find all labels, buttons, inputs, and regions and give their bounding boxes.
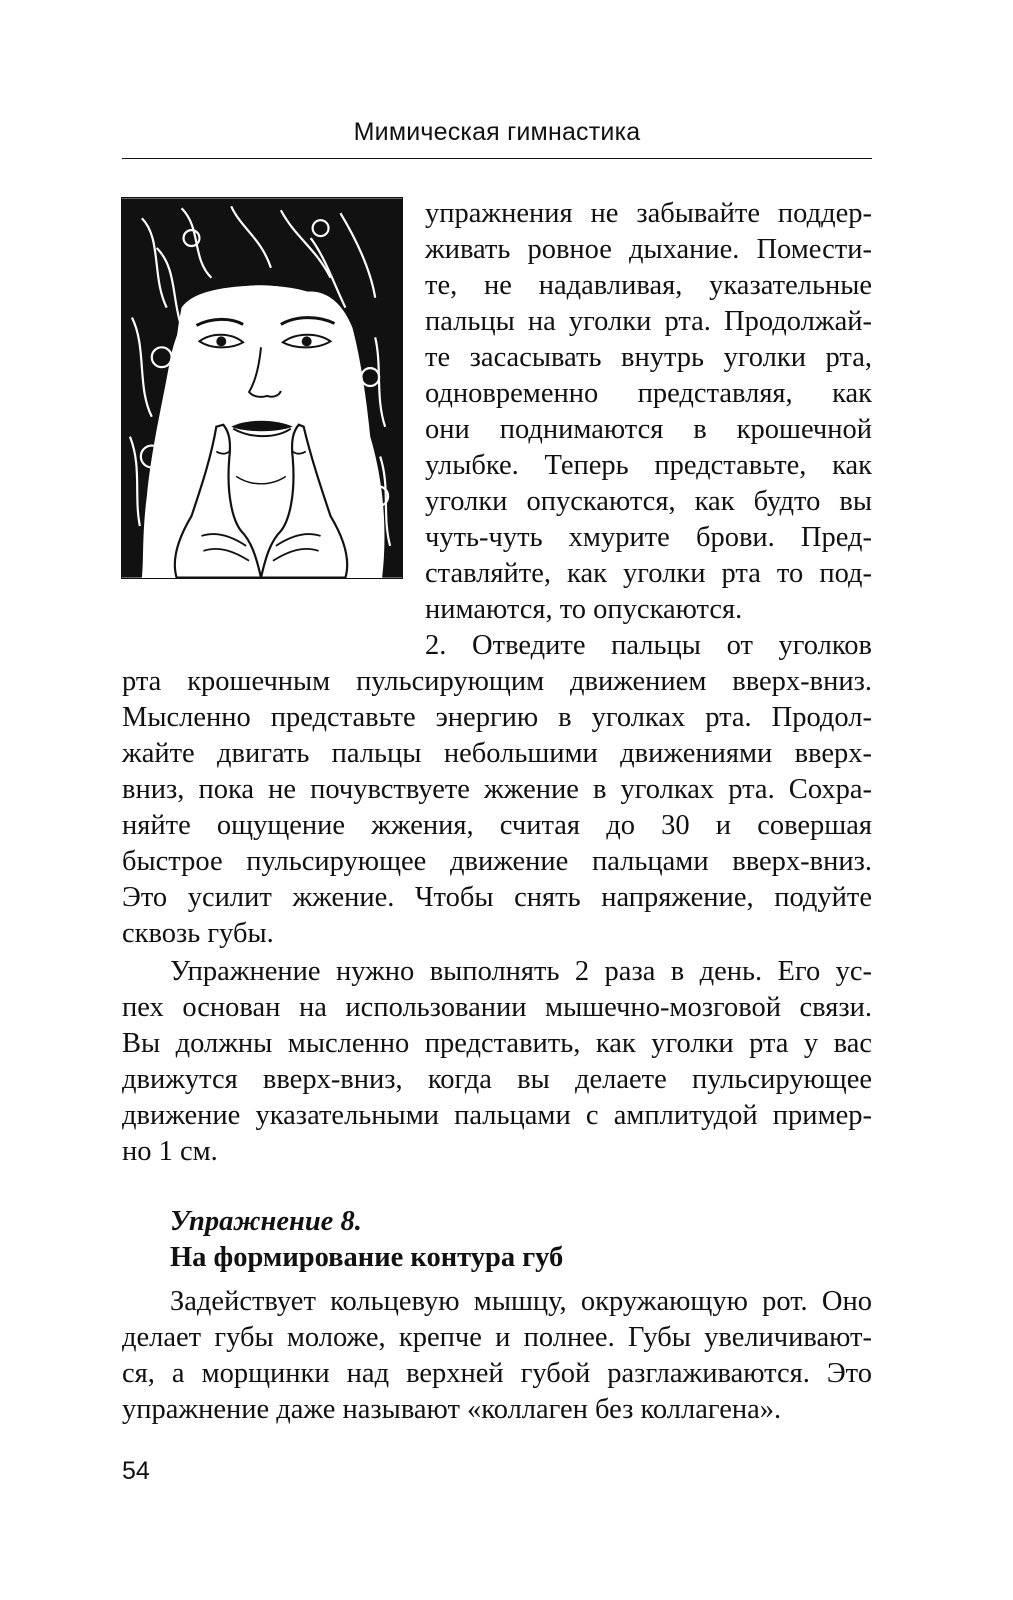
- exercise-title: Упражнение 8.: [170, 1206, 362, 1237]
- paragraph-line: быстрое пульсирующее движение пальцами вверх-вниз.: [122, 846, 872, 877]
- side-line: те засасывать внутрь уголки рта,: [425, 342, 872, 373]
- paragraph-line: Упражнение нужно выполнять 2 раза в день. Его ус-: [170, 956, 872, 987]
- point-2-first-line: 2. Отведите пальцы от уголков: [425, 630, 872, 661]
- face-with-fingers-illustration: [122, 198, 402, 578]
- running-head: Мимическая гимнастика: [353, 118, 641, 146]
- paragraph-line: пех основан на использовании мышечно-мозговой связи.: [122, 992, 872, 1023]
- paragraph-line: движутся вверх-вниз, когда вы делаете пульсирующее: [122, 1064, 872, 1095]
- paragraph-line: ся, а морщинки над верхней губой разглаживаются. Это: [122, 1358, 872, 1389]
- side-line: пальцы на уголки рта. Продолжай-: [425, 306, 872, 337]
- paragraph-line: Вы должны мысленно представить, как уголки рта у вас: [122, 1028, 872, 1059]
- paragraph-line: жайте двигать пальцы небольшими движениями вверх-: [122, 738, 872, 769]
- side-line: те, не надавливая, указательные: [425, 270, 872, 301]
- side-line: упражнения не забывайте поддер-: [425, 198, 872, 229]
- paragraph-line: вниз, пока не почувствуете жжение в уголках рта. Сохра-: [122, 774, 872, 805]
- side-line: живать ровное дыхание. Помести-: [425, 234, 872, 265]
- paragraph-line: Мысленно представьте энергию в уголках рта. Продол-: [122, 702, 872, 733]
- paragraph-line: Задействует кольцевую мышцу, окружающую рот. Оно: [170, 1286, 872, 1317]
- side-line: уголки опускаются, как будто вы: [425, 486, 872, 517]
- side-line: нимаются, то опускаются.: [425, 594, 743, 625]
- illustration-frame: [121, 197, 403, 579]
- side-line: они поднимаются в крошечной: [425, 414, 872, 445]
- header-rule: [122, 158, 872, 159]
- side-line: одновременно представляя, как: [425, 378, 872, 409]
- paragraph-line: Это усилит жжение. Чтобы снять напряжение, подуйте: [122, 882, 872, 913]
- exercise-subtitle: На формирование контура губ: [170, 1242, 564, 1273]
- paragraph-line: рта крошечным пульсирующим движением вверх-вниз.: [122, 666, 872, 697]
- side-line: ставляйте, как уголки рта то под-: [425, 558, 872, 589]
- paragraph-line: движение указательными пальцами с амплитудой пример-: [122, 1100, 872, 1131]
- paragraph-line: делает губы моложе, крепче и полнее. Губы увеличивают-: [122, 1322, 872, 1353]
- paragraph-line: упражнение даже называют «коллаген без коллагена».: [122, 1394, 782, 1425]
- side-line: чуть-чуть хмурите брови. Пред-: [425, 522, 872, 553]
- page-number: 54: [122, 1457, 150, 1485]
- paragraph-line: сквозь губы.: [122, 918, 274, 949]
- frequency-paragraph: [122, 954, 872, 1170]
- exercise-description: [122, 1284, 872, 1428]
- paragraph-line: но 1 см.: [122, 1136, 218, 1167]
- side-column-text: [425, 196, 872, 664]
- paragraph-line: няйте ощущение жжения, считая до 30 и совершая: [122, 810, 872, 841]
- point-2-paragraph: [122, 664, 872, 952]
- side-line: улыбке. Теперь представьте, как: [425, 450, 872, 481]
